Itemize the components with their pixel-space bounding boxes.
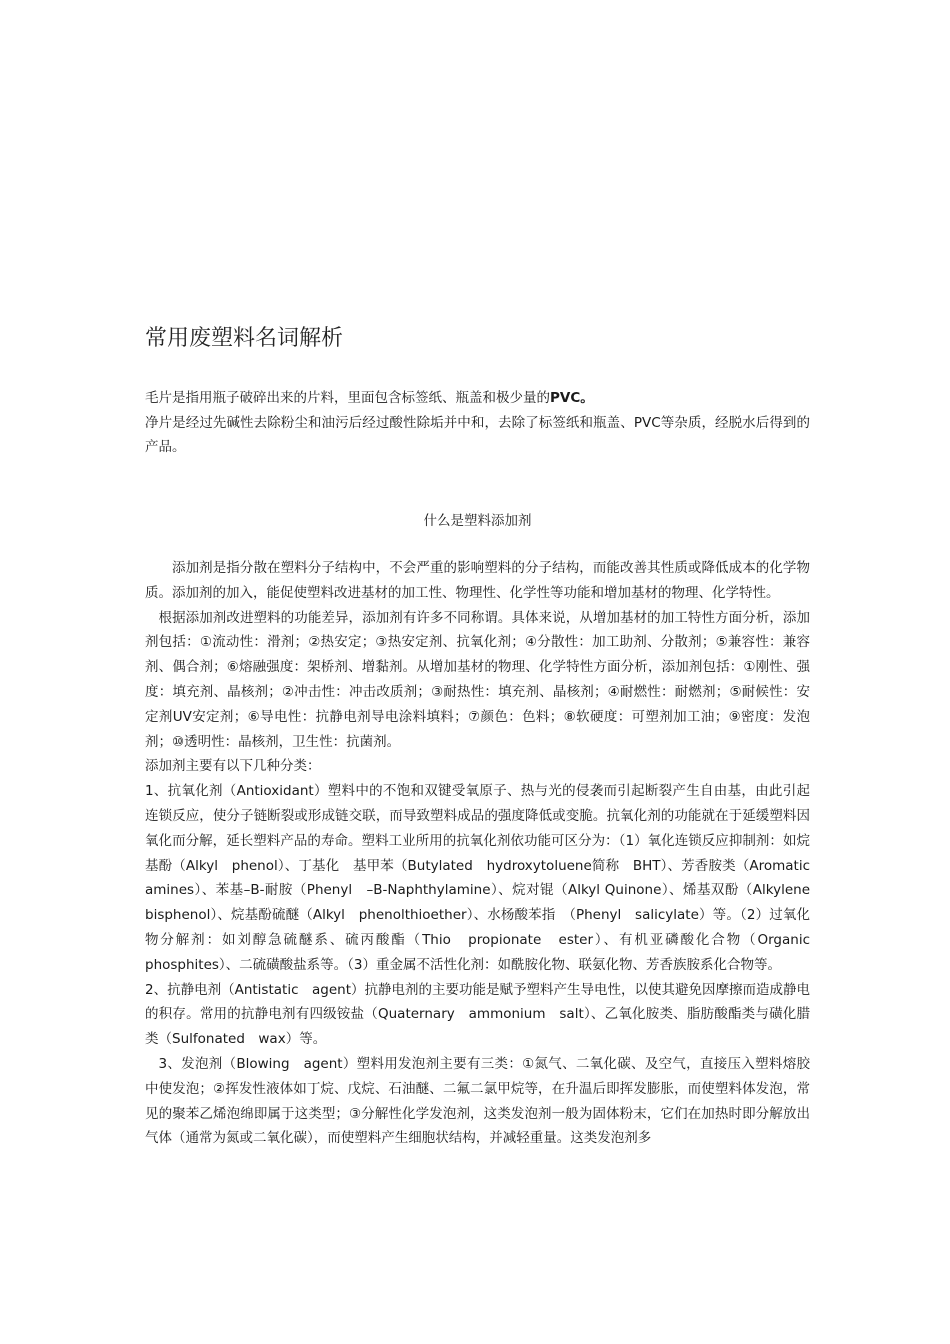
section-heading: 什么是塑料添加剂 xyxy=(423,513,532,529)
paragraph-definition: 添加剂是指分散在塑料分子结构中，不会严重的影响塑料的分子结构，而能改善其性质或降低成本的化学物质。添加剂的加入，能促使塑料改进基材的加工性、物理性、化学性等功能和增加基材的物理、化学特性。 xyxy=(145,560,810,601)
paragraph-antistatic: 2、抗静电剂（Antistatic agent）抗静电剂的主要功能是赋予塑料产生导电性，以使其避免因摩擦而造成静电的积存。常用的抗静电剂有四级铵盐（Quaternary ammonium salt）、乙氧化胺类、脂肪酸酯类与磺化腊类（Sulfonated wax）等。 xyxy=(145,981,810,1048)
intro-paragraph-flakes xyxy=(145,386,810,411)
intro-flakes-bold: PVC。 xyxy=(550,390,594,406)
intro-section xyxy=(145,386,810,460)
paragraph-function-list: 根据添加剂改进塑料的功能差异，添加剂有许多不同称谓。具体来说，从增加基材的加工特性方面分析，添加剂包括：①流动性：滑剂；②热安定；③热安定剂、抗氧化剂；④分散性：加工助剂、分散剂；⑤兼容性：兼容剂、偶合剂；⑥熔融强度：架桥剂、增黏剂。从增加基材的物理、化学特性方面分析，添加剂包括：①刚性、强度：填充剂、晶核剂；②冲击性：冲击改质剂；③耐热性：填充剂、晶核剂；④耐燃性：耐燃剂；⑤耐候性：安定剂UV安定剂；⑥导电性：抗静电剂导电涂料填料；⑦颜色：色料；⑧软硬度：可塑剂加工油；⑨密度：发泡剂；⑩透明性：晶核剂，卫生性：抗菌剂。 xyxy=(145,609,810,750)
paragraph-classification-intro: 添加剂主要有以下几种分类： xyxy=(145,758,321,775)
paragraph-blowing-agent: 3、发泡剂（Blowing agent）塑料用发泡剂主要有三类：①氮气、二氧化碳、及空气，直接压入塑料熔胶中使发泡；②挥发性液体如丁烷、戊烷、石油醚、二氟二氯甲烷等，在升温后即挥发膨胀，而使塑料体发泡，常见的聚苯乙烯泡绵即属于这类型；③分解性化学发泡剂，这类发泡剂一般为固体粉末，它们在加热时即分解放出气体（通常为氮或二氧化碳），而使塑料产生细胞状结构，并减轻重量。这类发泡剂多 xyxy=(145,1055,810,1147)
document-title: 常用废塑料名词解析 xyxy=(145,326,344,351)
body-section xyxy=(145,556,824,1151)
intro-paragraph-clean-flakes: 净片是经过先碱性去除粉尘和油污后经过酸性除垢并中和，去除了标签纸和瓶盖、PVC等杂质，经脱水后得到的产品。 xyxy=(145,414,810,455)
intro-flakes-text: 毛片是指用瓶子破碎出来的片料，里面包含标签纸、瓶盖和极少量的 xyxy=(145,390,550,406)
paragraph-antioxidant: 1、抗氧化剂（Antioxidant）塑料中的不饱和双键受氧原子、热与光的侵袭而引起断裂产生自由基，由此引起连锁反应，使分子链断裂或形成链交联，而导致塑料成品的强度降低或变脆。抗氧化剂的功能就在于延缓塑料因氧化而分解，延长塑料产品的寿命。塑料工业所用的抗氧化剂依功能可区分为：（1）氧化连锁反应抑制剂：如烷基酚（Alkyl phenol）、丁基化 基甲苯（Butylated hydroxytoluene简称 BHT）、芳香胺类（Aromatic amines）、苯基–B-耐胺（Phenyl –B-Naphthylamine）、烷对锟（Alkyl Quinone）、烯基双酚（Alkylene bisphenol）、烷基酚硫醚（Alkyl phenolthioether）、水杨酸苯指 （Phenyl salicylate）等。（2）过氧化物分解剂：如刘醇急硫醚系、硫丙酸酯（Thio propionate ester）、有机亚磷酸化合物（Organic phosphites）、二硫磺酸盐系等。（3）重金属不活性化剂：如酰胺化物、联氨化物、芳香族胺系化合物等。 xyxy=(145,783,824,973)
